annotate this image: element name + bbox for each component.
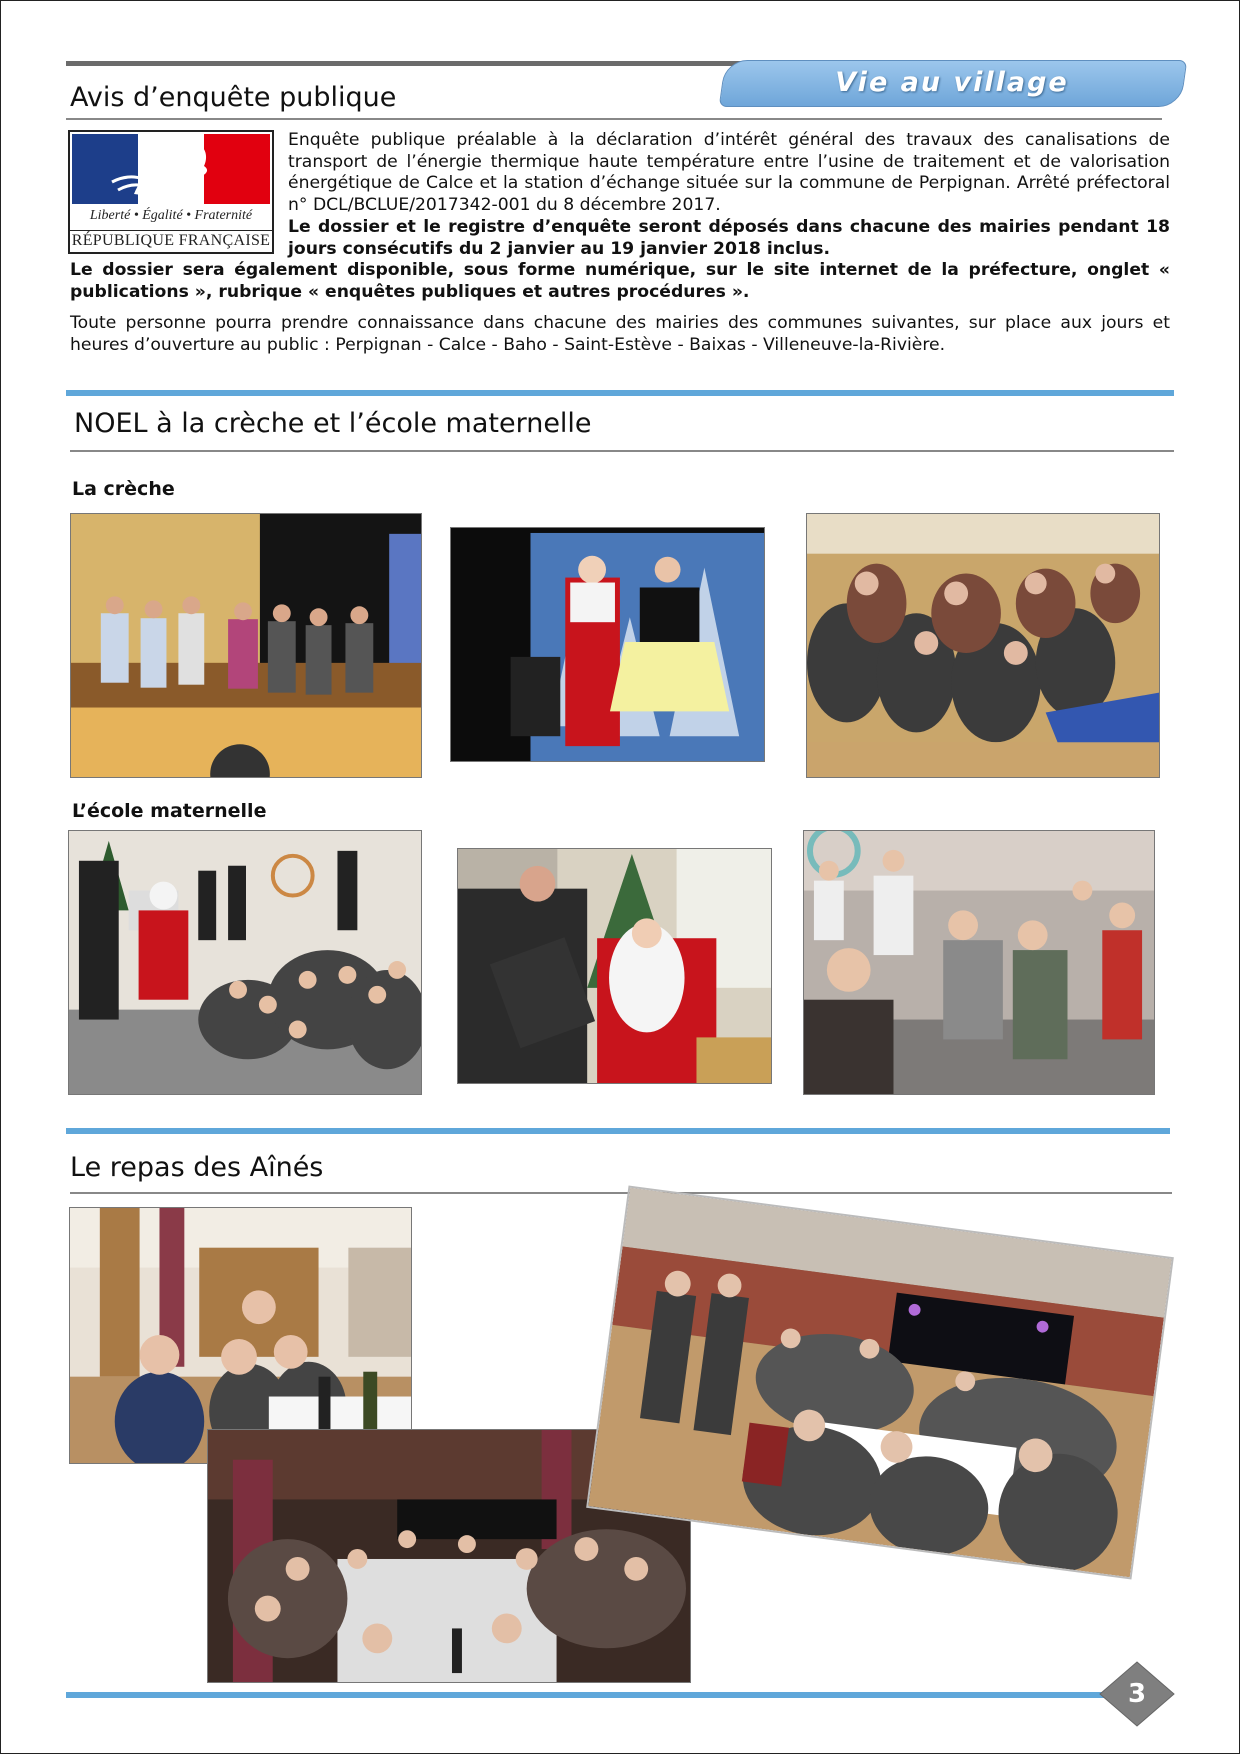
footer-rule — [66, 1692, 1162, 1698]
creche-label: La crèche — [72, 478, 175, 500]
avis-paragraph-1: Enquête publique préalable à la déclaration d’intérêt général des travaux des canalisations de transport de l’énergie thermique haute température entre l’usine de traitement et de valorisation énergétique de Calce et la station d’échange située sur la commune de Perpignan. Arrêté préfectoral n° DCL/BCLUE/2017342-001 du 8 décembre 2017. — [288, 130, 1170, 215]
photo-ecole-accordion-santa — [68, 830, 422, 1095]
avis-title-rule — [66, 118, 1162, 120]
section-divider-1 — [66, 390, 1174, 396]
noel-title: NOEL à la crèche et l’école maternelle — [74, 408, 592, 439]
avis-paragraph-3: Le dossier sera également disponible, sous forme numérique, sur le site internet de la préfecture, onglet « publications », rubrique « enquêtes publiques et autres procédures ». — [70, 260, 1170, 302]
ecole-label: L’école maternelle — [72, 800, 267, 822]
header-top-rule — [66, 61, 756, 66]
avis-paragraph-4: Toute personne pourra prendre connaissance dans chacune des mairies des communes suivantes, sur place aux jours et heures d’ouverture au public : Perpignan - Calce - Baho - Saint-Estève - Baixas - Villeneuve-la-Rivière. — [70, 313, 1170, 355]
photo-creche-audience — [806, 513, 1160, 778]
aines-title: Le repas des Aînés — [70, 1152, 324, 1183]
page-number-badge — [1098, 1660, 1176, 1728]
photo-ecole-accordion-closeup — [457, 848, 772, 1084]
photo-aines-table-group — [69, 1207, 412, 1464]
photo-creche-santa-stage — [450, 527, 765, 762]
noel-title-rule — [70, 450, 1174, 452]
photo-creche-staff-singing — [70, 513, 422, 778]
aines-title-rule — [70, 1192, 1172, 1194]
header-banner-text: Vie au village — [835, 67, 1069, 98]
avis-title: Avis d’enquête publique — [70, 82, 397, 113]
avis-paragraph-2: Le dossier et le registre d’enquête seront déposés dans chacune des mairies pendant 18 jours consécutifs du 2 janvier au 19 janvier 2018 inclus. — [288, 217, 1170, 259]
logo-name: RÉPUBLIQUE FRANÇAISE — [71, 232, 271, 249]
republique-francaise-logo — [68, 130, 274, 254]
photo-ecole-children-singing — [803, 830, 1155, 1095]
page-number: 3 — [1127, 1679, 1147, 1709]
logo-motto: Liberté • Égalité • Fraternité — [89, 208, 253, 223]
marianne-flag-icon — [72, 134, 270, 204]
section-divider-2 — [66, 1128, 1170, 1134]
